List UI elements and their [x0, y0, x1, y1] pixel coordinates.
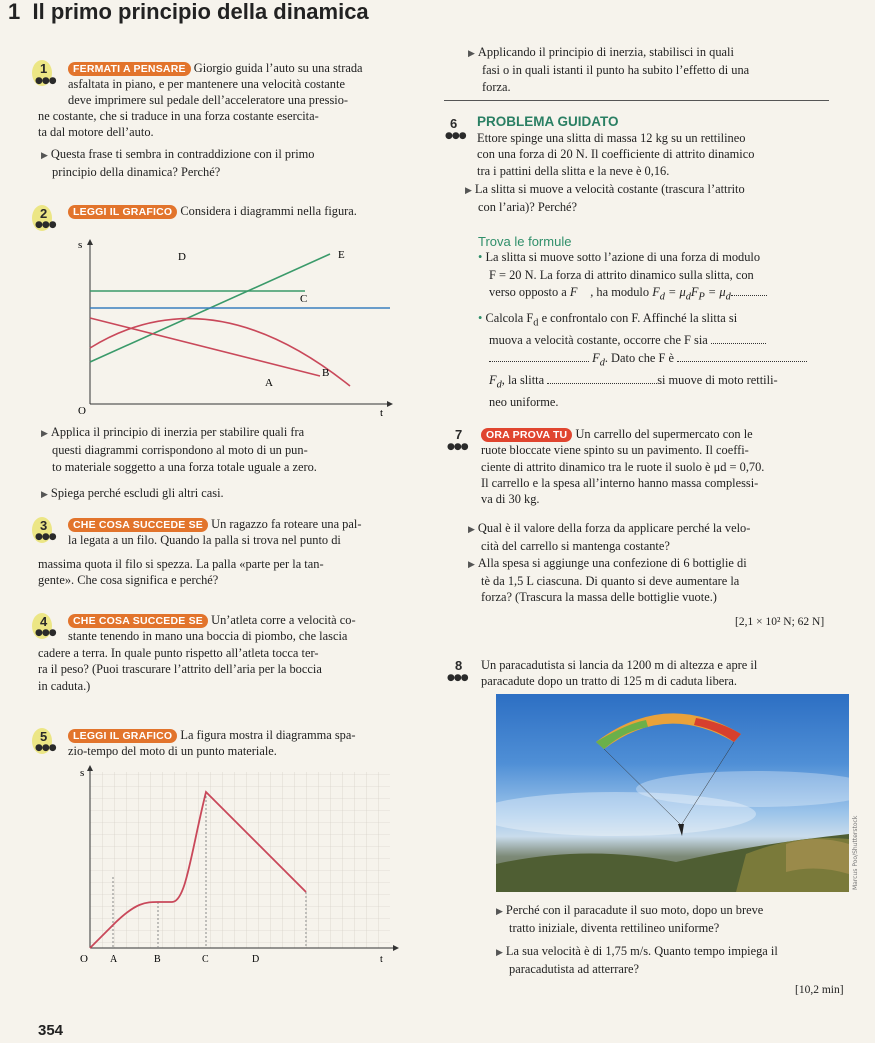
- chapter-number: 1: [8, 0, 21, 24]
- label-A: A: [265, 377, 273, 389]
- exercise-number: 2: [40, 206, 48, 221]
- exercise-2-intro: LEGGI IL GRAFICO Considera i diagrammi nella figura.: [68, 203, 428, 219]
- difficulty-dots: ●●●: [447, 673, 468, 683]
- label-C: C: [202, 954, 209, 965]
- label-D: D: [178, 251, 186, 263]
- label-B: B: [322, 367, 330, 379]
- exercise-1-cont: deve imprimere sul pedale dell’acceleratore una pressio-: [68, 93, 349, 107]
- exercise-1-cont2: ne costante, che si traduce in una forza costante esercita- ta dal motore dell’auto.: [38, 109, 319, 140]
- exercise-5-questions: ▶ Applicando il principio di inerzia, stabilisci in quali fasi o in quali istanti il punto ha subito l’effetto di una forza.: [468, 45, 750, 94]
- exercise-number: 3: [40, 518, 48, 533]
- difficulty-dots: ●●●: [445, 131, 466, 141]
- axis-t-label: t: [380, 407, 384, 416]
- bullet-triangle-icon: ▶: [496, 907, 503, 917]
- formule-heading: Trova le formule: [478, 234, 572, 249]
- exercise-number: 1: [40, 61, 48, 76]
- exercise-number: 6: [450, 116, 458, 131]
- exercise-6-text: Ettore spinge una slitta di massa 12 kg su un rettilineo con una forza di 20 N. Il coefficiente di attrito dinamico tra i pattini della slitta e la neve è 0,16.: [477, 131, 755, 178]
- exercise-tag: CHE COSA SUCCEDE SE: [68, 614, 208, 628]
- bullet-triangle-icon: ▶: [496, 947, 503, 958]
- problem-guided-title: PROBLEMA GUIDATO: [477, 114, 619, 129]
- label-D: D: [252, 954, 260, 965]
- exercise-5-text: LEGGI IL GRAFICO La figura mostra il diagramma spa- zio-tempo del moto di un punto materiale.: [68, 728, 356, 759]
- exercise-2-questions: ▶ Applica il principio di inerzia per stabilire quali fra questi diagrammi corrispondono al moto di un pun- to materiale soggetto a una forza totale uguale a zero. ▶ Spiega perché escludi gli altri casi.: [41, 425, 317, 500]
- exercise-1-text: FERMATI A PENSARE Giorgio guida l’auto su una strada asfaltata in piano, e per mantenere una velocità costante: [68, 61, 363, 92]
- axis-s-label: s: [78, 239, 83, 251]
- motion-diagrams-graph: [60, 236, 400, 416]
- exercise-number: 7: [455, 427, 463, 442]
- exercise-tag: CHE COSA SUCCEDE SE: [68, 518, 208, 532]
- bullet-triangle-icon: ▶: [468, 525, 475, 535]
- exercise-number: 4: [40, 614, 48, 629]
- bullet-triangle-icon: ▶: [41, 151, 48, 161]
- exercise-tag: ORA PROVA TU: [481, 428, 572, 442]
- origin-label: O: [80, 953, 88, 965]
- paraglider-photo: [496, 694, 849, 892]
- exercise-4-text: CHE COSA SUCCEDE SE Un’atleta corre a velocità co- stante tenendo in mano una boccia di piombo, che lascia: [68, 613, 356, 644]
- formule-text: • La slitta si muove sotto l’azione di una forza di modulo F = 20 N. La forza di attrito dinamico sulla slitta, con verso opposto a F⃗ , ha modulo $F_d = \mu_dF_P = \mu_d$ • Calcola $F_d$ e confrontalo con F. Affinché la slitta si muova a velocità costante, occorre che F sia $F_d$. Dato che F è $F_d$, la slitta si muove di moto rettili- neo uniforme.: [478, 249, 853, 412]
- axis-t-label: t: [380, 954, 383, 965]
- exercise-8-text: Un paracadutista si lancia da 1200 m di altezza e apre il paracadute dopo un tratto di 125 m di caduta libera.: [481, 658, 758, 689]
- difficulty-dots: ●●●: [35, 532, 56, 542]
- exercise-1-question: ▶ Questa frase ti sembra in contraddizione con il primo principio della dinamica? Perché?: [41, 147, 315, 180]
- label-E: E: [338, 249, 345, 261]
- exercise-3-text: CHE COSA SUCCEDE SE Un ragazzo fa roteare una pal- la legata a un filo. Quando la palla si trova nel punto di: [68, 517, 362, 548]
- label-B: B: [154, 954, 161, 965]
- page-number: 354: [38, 1022, 64, 1039]
- difficulty-dots: ●●●: [447, 442, 468, 452]
- chapter-title: Il primo principio della dinamica: [32, 0, 369, 24]
- exercise-4-cont: cadere a terra. In quale punto rispetto all’atleta tocca ter- ra il peso? (Puoi trascurare l’attrito dell’aria per la boccia in caduta.): [38, 646, 322, 693]
- exercise-tag: LEGGI IL GRAFICO: [68, 729, 177, 743]
- answer-8: [10,2 min]: [795, 984, 844, 996]
- difficulty-dots: ●●●: [35, 743, 56, 753]
- difficulty-dots: ●●●: [35, 628, 56, 638]
- divider: [444, 100, 829, 101]
- exercise-number: 5: [40, 729, 48, 744]
- exercise-7-questions: ▶ Qual è il valore della forza da applicare perché la velo- cità del carrello si mantenga costante? ▶ Alla spesa si aggiunge una confezione di 6 bottiglie di tè da 1,5 L ciascuna. Di quanto si deve aumentare la forza? (Trascura la massa delle bottiglie vuote.): [468, 521, 751, 605]
- bullet-triangle-icon: ▶: [41, 489, 48, 500]
- exercise-tag: FERMATI A PENSARE: [68, 62, 191, 76]
- exercise-8-questions: ▶ Perché con il paracadute il suo moto, dopo un breve tratto iniziale, diventa rettilineo uniforme? ▶ La sua velocità è di 1,75 m/s. Quanto tempo impiega il paracadutista ad atterrare?: [496, 903, 778, 976]
- bullet-triangle-icon: ▶: [41, 429, 48, 439]
- origin-label: O: [78, 405, 86, 416]
- exercise-number: 8: [455, 658, 463, 673]
- chapter-heading: [8, 0, 369, 24]
- exercise-3-cont: massima quota il filo si spezza. La palla «parte per la tan- gente». Che cosa significa e perché?: [38, 557, 324, 588]
- answer-7: [2,1 × 10² N; 62 N]: [735, 616, 825, 628]
- bullet-triangle-icon: ▶: [468, 559, 475, 570]
- bullet-triangle-icon: ▶: [465, 186, 472, 196]
- exercise-6-question: ▶ La slitta si muove a velocità costante (trascura l’attrito con l’aria)? Perché?: [465, 182, 745, 215]
- bullet-triangle-icon: ▶: [468, 49, 475, 59]
- curve-B: [90, 319, 350, 386]
- photo-credit: Marcus Poo/Shutterstock: [852, 815, 859, 890]
- exercise-tag: LEGGI IL GRAFICO: [68, 205, 177, 219]
- label-A: A: [110, 954, 118, 965]
- difficulty-dots: ●●●: [35, 76, 56, 86]
- axis-s-label: s: [80, 767, 85, 779]
- space-time-graph: [66, 762, 406, 970]
- difficulty-dots: ●●●: [35, 220, 56, 230]
- label-C: C: [300, 293, 308, 305]
- exercise-7-text: ORA PROVA TU Un carrello del supermercato con le ruote bloccate viene spinto su un pavimento. Il coeffi- ciente di attrito dinamico tra le ruote il suolo è μd = 0,70. Il carrello e la spesa all’interno hanno massa complessi- va di 30 kg.: [481, 427, 765, 507]
